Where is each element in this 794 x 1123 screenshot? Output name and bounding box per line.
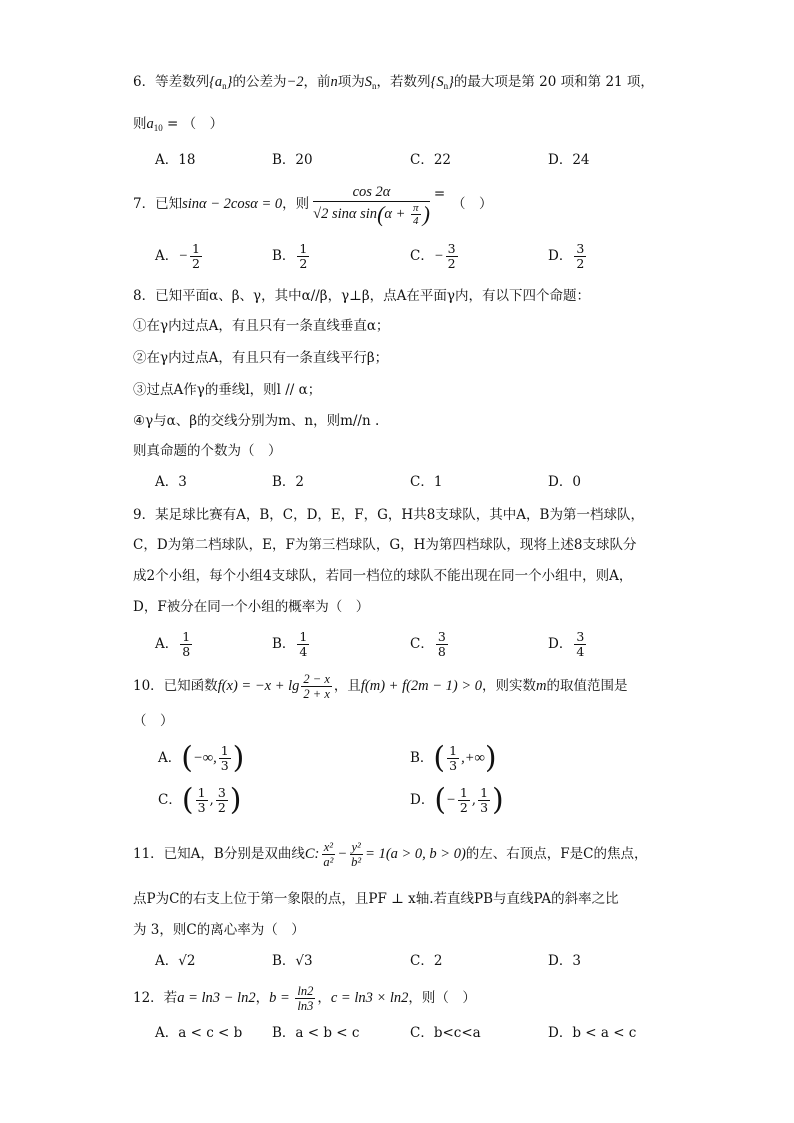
q6-text: 的公差为 — [232, 74, 287, 90]
q12-stem: 12．若a = ln3 − ln2，b = $\frac{\ln 2}{\ln 3}$ ，c = ln3 × ln2，则（ ） — [133, 984, 476, 1013]
q12-option-c: C．b<c<a — [410, 1025, 481, 1041]
q6-seq-a: $\{a_n\}$ — [209, 74, 233, 91]
q6-stem — [133, 72, 654, 96]
q6-stem-line2: 则$a_{10}$ = （ ） — [133, 116, 224, 133]
q7-option-a: A．− $\frac{1}{2}$ — [155, 241, 200, 271]
q6-option-d: D．24 — [548, 152, 590, 168]
q7-option-b: B． $\frac{1}{2}$ — [272, 241, 308, 271]
q7-condition: sinα − 2cosα = 0 — [182, 196, 283, 212]
q8-option-b: B．2 — [272, 474, 305, 490]
q11-stem: 11．已知A，B分别是双曲线C: $\frac{\text{x²}}{\text{a²}}$ − $\frac{\text{y²}}{\text{b²}}$ = 1(a > 0, b > 0)的左、右顶点，F是C的焦点， — [133, 840, 648, 869]
q6-text: 的最大项是第 20 项和第 21 项， — [453, 74, 654, 90]
q12-a-def: a = ln3 − ln2 — [177, 990, 256, 1006]
q11-stem-line3: 为 3，则C的离心率为（ ） — [133, 922, 305, 938]
q8-proposition-2: ②在γ内过点A，有且只有一条直线平行β； — [133, 350, 389, 366]
q6-text: ，前 — [303, 74, 331, 90]
q9-option-a: A． $\frac{1}{8}$ — [155, 629, 191, 659]
q6-option-b: B．20 — [272, 152, 313, 168]
q12-c-def: c = ln3 × ln2 — [330, 990, 409, 1006]
q12-option-a: A．a < c < b — [155, 1025, 243, 1041]
q6-text: ，若数列 — [376, 74, 431, 90]
q9-option-b: B． $\frac{1}{4}$ — [272, 629, 308, 659]
q6-n: n — [330, 74, 338, 90]
q6-text: 6．等差数列 — [133, 74, 210, 90]
q10-option-b: B．( $\frac{1}{3}$ ,+∞) — [410, 740, 497, 776]
q11-option-b: B．√3 — [272, 953, 313, 969]
q11-option-a: A．√2 — [155, 953, 196, 969]
q12-option-d: D．b < a < c — [548, 1025, 637, 1041]
q8-proposition-4: ④γ与α、β的交线分别为m、n，则m//n . — [133, 413, 380, 429]
q11-stem-line2: 点P为C的右支上位于第一象限的点，且PF ⊥ x轴.若直线PB与直线PA的斜率之比 — [133, 891, 619, 907]
q8-proposition-1: ①在γ内过点A，有且只有一条直线垂直α； — [133, 318, 390, 334]
q6-a10: $a_{10}$ — [146, 116, 163, 133]
q7-option-d: D． $\frac{3}{2}$ — [548, 241, 585, 271]
q11-option-d: D．3 — [548, 953, 581, 969]
q8-question: 则真命题的个数为（ ） — [133, 443, 282, 459]
q10-option-a: A．(−∞, $\frac{1}{3}$ ) — [158, 740, 245, 776]
q12-option-b: B．a < b < c — [272, 1025, 360, 1041]
q10-option-c: C．( $\frac{1}{3}$ , $\frac{3}{2}$ ) — [158, 782, 242, 818]
q6-sn: $S_n$ — [364, 74, 377, 91]
q6-text: 项为 — [337, 74, 365, 90]
q10-inequality: f(m) + f(2m − 1) > 0 — [360, 678, 483, 694]
q11-option-c: C．2 — [410, 953, 443, 969]
q10-option-d: D．(− $\frac{1}{2}$ , $\frac{1}{3}$ ) — [410, 782, 504, 818]
q8-proposition-3: ③过点A作γ的垂线l，则l // α； — [133, 382, 322, 398]
q6-seq-s: $\{S_n\}$ — [430, 74, 454, 91]
q9-option-d: D． $\frac{3}{4}$ — [548, 629, 585, 659]
q10-function: f(x) = −x + lg — [217, 678, 300, 694]
q7-stem: 7．已知sinα − 2cosα = 0，则 cos 2α √2 sinα sin(α + $\frac{\pi}{4}$ ) = （ ） — [133, 183, 493, 227]
q11-curve: C: — [304, 846, 320, 862]
q9-stem-line1: 9．某足球比赛有A，B，C，D，E，F，G，H共8支球队，其中A，B为第一档球队， — [133, 507, 644, 523]
q10-stem: 10．已知函数f(x) = −x + lg $\frac{2 - x}{2 + x}$ ，且f(m) + f(2m − 1) > 0，则实数m的取值范围是 — [133, 672, 628, 701]
q9-stem-line4: D，F被分在同一个小组的概率为（ ） — [133, 599, 370, 615]
q9-stem-line3: 成2个小组，每个小组4支球队，若同一档位的球队不能出现在同一个小组中，则A， — [133, 568, 633, 584]
q7-expression: cos 2α √2 sinα sin(α + $\frac{\pi}{4}$ ) — [313, 183, 430, 227]
q6-diff: −2 — [286, 74, 304, 90]
q6-option-a: A．18 — [155, 152, 196, 168]
q9-option-c: C． $\frac{3}{8}$ — [410, 629, 446, 659]
q8-option-c: C．1 — [410, 474, 443, 490]
q9-stem-line2: C，D为第二档球队，E，F为第三档球队，G，H为第四档球队，现将上述8支球队分 — [133, 537, 637, 553]
q6-option-c: C．22 — [410, 152, 452, 168]
q7-option-c: C．− $\frac{3}{2}$ — [410, 241, 456, 271]
q10-blank: （ ） — [133, 713, 174, 729]
q8-stem: 8．已知平面α、β、γ，其中α//β，γ⊥β，点A在平面γ内，有以下四个命题： — [133, 288, 590, 304]
q8-option-d: D．0 — [548, 474, 581, 490]
q8-option-a: A．3 — [155, 474, 187, 490]
